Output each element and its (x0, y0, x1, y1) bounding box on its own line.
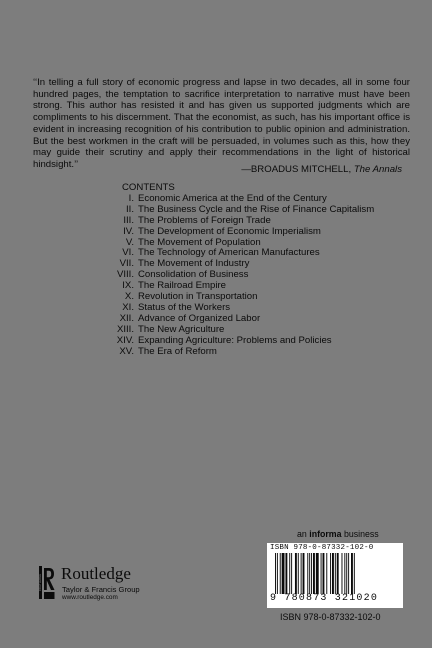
toc-item-title: The Movement of Industry (138, 258, 250, 270)
toc-item-title: The Technology of American Manufactures (138, 247, 320, 259)
toc-item-number: XII. (119, 312, 134, 324)
routledge-r-logo-icon (39, 566, 55, 599)
barcode-bar (307, 553, 308, 594)
table-of-contents (107, 183, 407, 358)
barcode-bar (301, 553, 302, 594)
barcode-bar (282, 553, 285, 594)
toc-item (107, 216, 407, 227)
barcode-bar (313, 553, 315, 594)
isbn-barcode (267, 543, 403, 608)
toc-item-number: IV. (123, 225, 134, 237)
barcode-bar (335, 553, 336, 594)
barcode-bar (321, 553, 322, 594)
toc-item-number: III. (123, 214, 134, 226)
barcode-bar (354, 553, 355, 594)
informa-suffix: business (343, 529, 379, 539)
toc-item-title: The Problems of Foreign Trade (138, 214, 271, 226)
barcode-bar (316, 553, 319, 594)
toc-item-number: X. (124, 291, 134, 303)
toc-item-title: The Railroad Empire (138, 280, 226, 292)
toc-item-title: Advance of Organized Labor (138, 312, 261, 324)
barcode-bar (346, 553, 347, 594)
review-quote: ‘‘In telling a full story of economic progress and lapse in two decades, all in some four hundred pages, the temptation to sacrifice interpretation to narrative must have been strong. This author has resisted it and has given us supported judgments which are compliments to his discernment. That the economist, as such, has his important office is evident in increasing recognition of his contribution to public opinion and administration. But the best workmen in the craft will be persuaded, in volumes such as this, how they may guide their scrutiny and apply their recommendations in the light of historical hindsight.’’ (33, 77, 410, 170)
toc-item-title: Economic America at the End of the Century (138, 192, 327, 204)
barcode-digits: 9 780873 321020 (270, 593, 379, 604)
publisher-url: www.routledge.com (62, 594, 118, 601)
publisher-logo (39, 566, 239, 602)
toc-item (107, 336, 407, 347)
toc-item-number: VIII. (116, 269, 134, 281)
barcode-bar (351, 553, 353, 594)
toc-item-number: I. (128, 192, 134, 204)
barcode-bar (332, 553, 334, 594)
toc-item (107, 347, 407, 358)
publisher-name: Routledge (61, 564, 131, 583)
barcode-bar (303, 553, 305, 594)
toc-item-number: VI. (122, 247, 134, 259)
barcode-bar (285, 553, 287, 594)
toc-item-title: Consolidation of Business (138, 269, 249, 281)
toc-item-title: Expanding Agriculture: Problems and Policies (138, 334, 332, 346)
barcode-bars (275, 553, 395, 594)
barcode-bar (280, 553, 281, 594)
toc-item-title: Revolution in Transportation (138, 291, 258, 303)
toc-item-title: The Business Cycle and the Rise of Finance Capitalism (138, 203, 375, 215)
barcode-bar (342, 553, 343, 594)
toc-item-title: The Movement of Population (138, 236, 261, 248)
review-attribution (241, 164, 402, 176)
barcode-bar (295, 553, 297, 594)
toc-item-title: Status of the Workers (138, 301, 231, 313)
barcode-bar (311, 553, 312, 594)
barcode-bar (348, 553, 349, 594)
review-blurb (33, 77, 410, 171)
barcode-bar (344, 553, 345, 594)
barcode-bar (277, 553, 278, 594)
toc-item-number: VII. (119, 258, 134, 270)
chapter-list (107, 194, 407, 358)
publisher-group: Taylor & Francis Group (62, 585, 140, 594)
barcode-bar (326, 553, 327, 594)
isbn-text: ISBN 978-0-87332-102-0 (280, 612, 381, 622)
toc-item-title: The New Agriculture (138, 323, 225, 335)
attribution-source: The Annals (353, 164, 402, 175)
barcode-bar (330, 553, 331, 594)
barcode-bar (337, 553, 339, 594)
barcode-bar (275, 553, 276, 594)
barcode-bar (309, 553, 310, 594)
logo-side-text: ROUTLEDGE (38, 573, 43, 592)
barcode-bar (289, 553, 290, 594)
toc-item-title: The Era of Reform (138, 345, 217, 357)
barcode-bar (291, 553, 292, 594)
barcode-bar (323, 553, 325, 594)
barcode-bar (298, 553, 299, 594)
toc-item-number: II. (126, 203, 134, 215)
toc-item-number: XI. (122, 301, 134, 313)
informa-brand: informa (309, 529, 342, 539)
toc-item-number: XV. (119, 345, 134, 357)
contents-heading: CONTENTS (122, 182, 175, 193)
attribution-author: —BROADUS MITCHELL, (241, 164, 352, 175)
informa-business-tagline (297, 529, 379, 539)
toc-item-number: V. (125, 236, 134, 248)
toc-item-title: The Development of Economic Imperialism (138, 225, 321, 237)
informa-prefix: an (297, 529, 307, 539)
toc-item-number: XIII. (116, 323, 134, 335)
toc-item (107, 227, 407, 238)
toc-item-number: IX. (122, 280, 134, 292)
toc-item-number: XIV. (116, 334, 134, 346)
barcode-isbn-label: ISBN 978-0-87332-102-0 (270, 544, 374, 552)
